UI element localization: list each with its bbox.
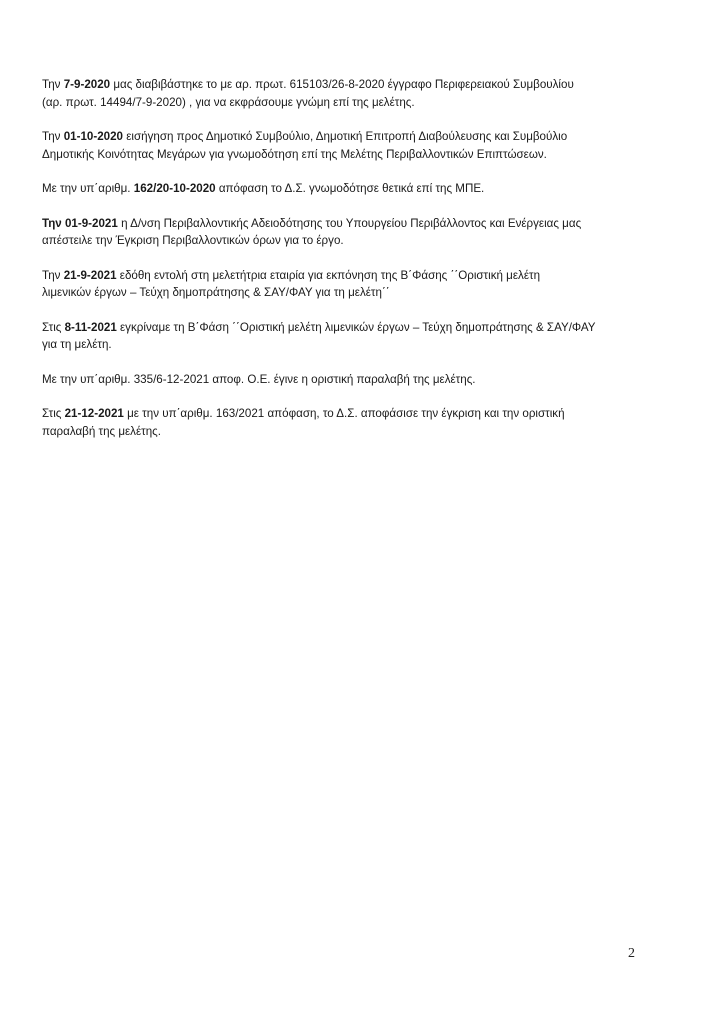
page-number: 2 xyxy=(628,946,635,961)
text: Με την υπ΄αριθμ. xyxy=(42,182,134,195)
paragraph-7 xyxy=(42,371,652,389)
text: με την υπ΄αριθμ. 163/2021 απόφαση, το Δ.Σ. αποφάσισε την έγκριση και την οριστική xyxy=(123,407,565,420)
text: απέστειλε την Έγκριση Περιβαλλοντικών όρων για το έργο. xyxy=(42,234,344,247)
text: παραλαβή της μελέτης. xyxy=(42,424,161,438)
date-bold: 8-11-2021 xyxy=(64,320,117,334)
text: για τη μελέτη. xyxy=(42,338,112,351)
text: μας διαβιβάστηκε το με αρ. πρωτ. 615103/26-8-2020 έγγραφο Περιφερειακού Συμβουλίου xyxy=(110,78,574,91)
text: η Δ/νση Περιβαλλοντικής Αδειοδότησης του Υπουργείου Περιβάλλοντος και Ενέργειας μας xyxy=(117,216,582,230)
text: (αρ. πρωτ. 14494/7-9-2020) , για να εκφράσουμε γνώμη επί της μελέτης. xyxy=(42,95,415,109)
date-bold: Την 01-9-2021 xyxy=(42,216,118,230)
decision-number-bold: 162/20-10-2020 xyxy=(133,182,216,195)
paragraph-6 xyxy=(42,319,652,354)
paragraph-2 xyxy=(42,128,652,163)
text: εισήγηση προς Δημοτικό Συμβούλιο, Δημοτική Επιτροπή Διαβούλευσης και Συμβούλιο xyxy=(123,130,568,143)
paragraph-1 xyxy=(42,76,652,111)
document-body xyxy=(42,76,652,457)
paragraph-4 xyxy=(42,215,652,250)
text: Την xyxy=(42,130,64,143)
date-bold: 21-12-2021 xyxy=(64,407,124,420)
text: Την xyxy=(42,268,64,282)
paragraph-8 xyxy=(42,405,652,440)
text: Στις xyxy=(42,407,65,420)
text: εγκρίναμε τη Β΄Φάση ΄΄Οριστική μελέτη λιμενικών έργων – Τεύχη δημοπράτησης & ΣΑΥ/ΦΑΥ xyxy=(116,320,596,334)
date-bold: 21-9-2021 xyxy=(63,268,117,282)
paragraph-5 xyxy=(42,267,652,302)
date-bold: 01-10-2020 xyxy=(63,130,124,143)
date-bold: 7-9-2020 xyxy=(63,78,111,91)
text: Με την υπ΄αριθμ. 335/6-12-2021 αποφ. Ο.Ε. έγινε η οριστική παραλαβή της μελέτης. xyxy=(42,372,476,386)
text: Στις xyxy=(42,320,65,334)
text: απόφαση το Δ.Σ. γνωμοδότησε θετικά επί της ΜΠΕ. xyxy=(215,182,485,195)
text: εδόθη εντολή στη μελετήτρια εταιρία για εκπόνηση της Β΄Φάσης ΄΄Οριστική μελέτη xyxy=(116,268,541,282)
paragraph-3 xyxy=(42,180,652,198)
text: λιμενικών έργων – Τεύχη δημοπράτησης & ΣΑΥ/ΦΑΥ για τη μελέτη΄΄ xyxy=(42,286,390,299)
text: Δημοτικής Κοινότητας Μεγάρων για γνωμοδότηση επί της Μελέτης Περιβαλλοντικών Επιπτώσεων. xyxy=(42,147,547,161)
text: Την xyxy=(42,78,64,91)
